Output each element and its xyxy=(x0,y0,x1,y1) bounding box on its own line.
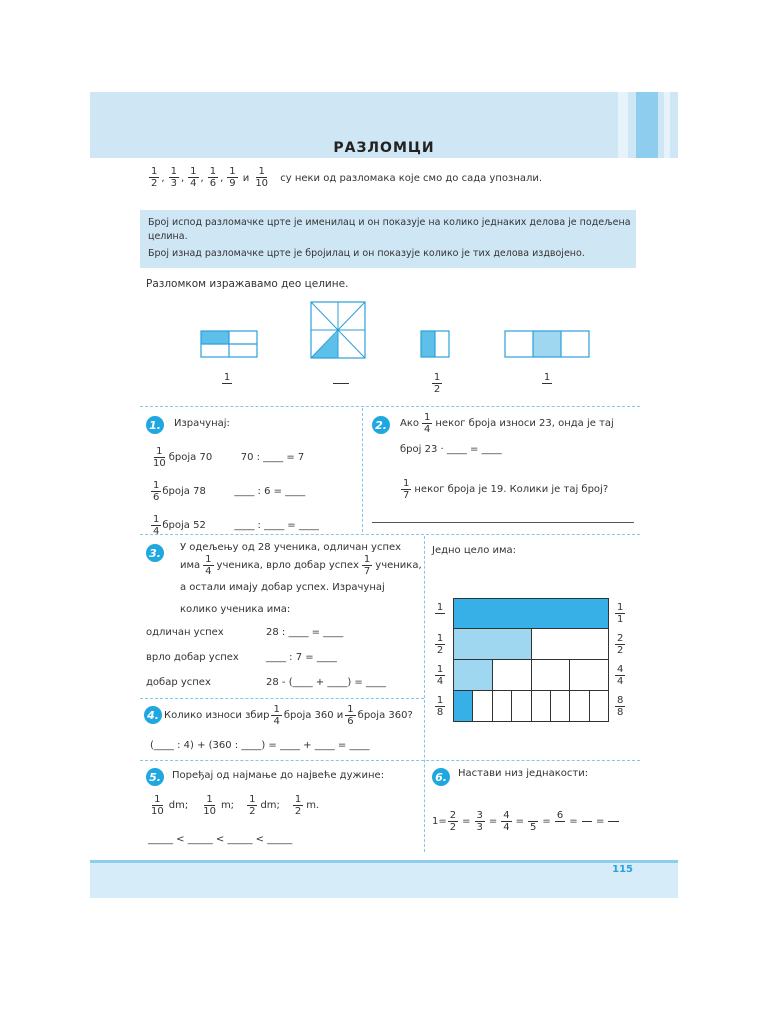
intro-fraction: $\frac{1}{3}$ xyxy=(170,166,177,189)
task-4-line-1: Колико износи збир $\frac{1}{4}$ броја 360 и $\frac{1}{6}$ броја 360? xyxy=(164,704,413,727)
task-6-label: Настави низ једнакости: xyxy=(458,768,589,779)
task-3-line-2: има $\frac{1}{4}$ ученика, врло добар успех $\frac{1}{7}$ ученика, xyxy=(180,554,422,577)
fraction-wall-cell xyxy=(453,690,473,722)
fraction-wall-right-label: $\frac{1}{1}$ xyxy=(617,602,624,625)
intro-fraction: $\frac{1}{6}$ xyxy=(209,166,217,189)
page-number: 115 xyxy=(612,864,633,875)
fraction-wall-cell xyxy=(531,628,610,660)
fraction-wall-right-label: $\frac{8}{8}$ xyxy=(617,695,624,718)
fraction-wall-cell xyxy=(531,690,551,722)
task-2-line-2: број 23 · ____ = ____ xyxy=(400,444,502,455)
definition-box xyxy=(140,210,636,268)
task-3-row: врло добар успех ____ : 7 = ____ xyxy=(146,652,337,663)
fraction-wall-cell xyxy=(453,598,609,629)
task-6-fraction: 5 xyxy=(528,810,538,833)
task-3-line-3: а остали имају добар успех. Израчунај xyxy=(180,582,385,593)
fraction-wall-left-label: $\frac{1}{8}$ xyxy=(436,695,444,718)
task-5-badge: 5. xyxy=(146,768,164,786)
task-1-label: Израчунај: xyxy=(174,418,230,429)
fraction-wall-cell xyxy=(472,690,492,722)
task-6-fraction: $\frac{3}{3}$ xyxy=(476,810,483,833)
fraction-wall-row xyxy=(428,629,638,660)
page-title: РАЗЛОМЦИ xyxy=(333,140,435,156)
task-2-badge: 2. xyxy=(372,416,390,434)
task-6-fraction: $\frac{2}{2}$ xyxy=(449,810,457,833)
task-3-line-4: колико ученика има: xyxy=(180,604,291,615)
expression-label: Разломком изражавамо део целине. xyxy=(146,278,349,290)
intro-line: $\frac{1}{2}$ , $\frac{1}{3}$ , $\frac{1}{4}$ , $\frac{1}{6}$ , $\frac{1}{9}$ и $\frac{1}{10}$ су неки од разломака које смо до сада упознали. xyxy=(151,166,543,189)
figure-square-eighth xyxy=(311,302,365,358)
task-6-fraction xyxy=(608,810,618,833)
task-3-row: добар успех 28 - (____ + ____) = ____ xyxy=(146,677,386,688)
task-6-fraction xyxy=(582,810,592,833)
task-2-line-3: $\frac{1}{7}$ неког броја је 19. Колики је тај број? xyxy=(403,478,609,501)
task-2-answer-line[interactable] xyxy=(372,522,634,523)
divider xyxy=(362,408,363,532)
fraction-wall-row xyxy=(428,598,638,629)
task-1-row: $\frac{1}{6}$ броја 78 ____ : 6 = ____ xyxy=(153,479,306,503)
task-5-answer: _____ < _____ < _____ < _____ xyxy=(148,834,293,845)
divider xyxy=(140,406,640,407)
whole-label: Једно цело има: xyxy=(432,545,517,556)
fraction-wall-right-label: $\frac{2}{2}$ xyxy=(617,633,624,656)
fraction-wall-right-label: $\frac{4}{4}$ xyxy=(617,664,624,687)
task-3-badge: 3. xyxy=(146,544,164,562)
task-5-items: $\frac{1}{10}$ dm; $\frac{1}{10}$ m; $\frac{1}{2}$ dm; $\frac{1}{2}$ m. xyxy=(151,794,320,817)
fraction-wall-left-label: $\frac{1}{2}$ xyxy=(436,633,444,656)
footer-band xyxy=(90,860,678,898)
definition-line-1: Број испод разломачке црте је именилац и он показује на колико једнаких делова је подељена xyxy=(148,217,631,228)
fraction-wall-cell xyxy=(492,690,512,722)
task-1-rows xyxy=(150,440,319,542)
fraction-wall-cell xyxy=(453,628,532,660)
fraction-wall-cell xyxy=(589,690,609,722)
intro-fraction: $\frac{1}{10}$ xyxy=(255,166,269,189)
task-6-badge: 6. xyxy=(432,768,450,786)
divider xyxy=(140,698,424,699)
task-1-row: $\frac{1}{10}$ броја 70 70 : ____ = 7 xyxy=(153,445,305,469)
fraction-wall-cell xyxy=(453,659,493,691)
definition-line-3: Број изнад разломачке црте је бројилац и он показује колико је тих делова издвојено. xyxy=(148,248,585,259)
task-6-sequence: 1= $\frac{2}{2}$ = $\frac{3}{3}$ = $\frac{4}{4}$ = 5 = 6 = = xyxy=(432,810,620,833)
figure-rectangle-third xyxy=(505,331,589,357)
task-4-badge: 4. xyxy=(144,706,162,724)
fraction-wall xyxy=(428,598,638,722)
fraction-wall-cell xyxy=(511,690,531,722)
fraction-wall-left-label: 1 xyxy=(436,602,444,613)
task-3-line-1: У одељењу од 28 ученика, одличан успех xyxy=(180,542,402,553)
divider xyxy=(140,760,640,761)
intro-fraction: $\frac{1}{4}$ xyxy=(190,166,197,189)
fraction-wall-cell xyxy=(569,690,589,722)
fraction-wall-cell xyxy=(531,659,571,691)
figure-answer-3: $\frac{1}{2}$ xyxy=(433,372,441,395)
task-6-fraction: $\frac{4}{4}$ xyxy=(503,810,510,833)
intro-fraction: $\frac{1}{2}$ xyxy=(151,166,158,189)
figure-answer-1: 1 xyxy=(223,372,231,383)
figure-rectangle-quarter xyxy=(201,331,257,357)
task-3-row: одличан успех 28 : ____ = ____ xyxy=(146,627,344,638)
fraction-figures xyxy=(195,298,625,368)
task-5-label: Поређај од најмање до највеће дужине: xyxy=(172,770,385,781)
intro-fraction: $\frac{1}{9}$ xyxy=(229,166,236,189)
fraction-wall-cell xyxy=(569,659,609,691)
figure-strip-half xyxy=(421,331,449,357)
definition-line-2: целина. xyxy=(148,231,188,242)
task-1-row: $\frac{1}{4}$ броја 52 ____ : ____ = ____ xyxy=(153,513,319,537)
intro-text: су неки од разломака које смо до сада упознали. xyxy=(280,172,543,184)
fraction-wall-left-label: $\frac{1}{4}$ xyxy=(436,664,444,687)
fraction-wall-row xyxy=(428,691,638,722)
task-1-badge: 1. xyxy=(146,416,164,434)
figure-answer-4: 1 xyxy=(543,372,551,383)
divider xyxy=(424,536,425,852)
figure-answer-2 xyxy=(329,372,353,395)
task-2-line-1: Ако $\frac{1}{4}$ неког броја износи 23, онда је тај xyxy=(400,412,614,435)
fraction-wall-row xyxy=(428,660,638,691)
task-6-fraction: 6 xyxy=(556,810,564,821)
fraction-wall-cell xyxy=(492,659,532,691)
task-4-line-2: (____ : 4) + (360 : ____) = ____ + ____ = ____ xyxy=(150,740,370,751)
fraction-wall-cell xyxy=(550,690,570,722)
